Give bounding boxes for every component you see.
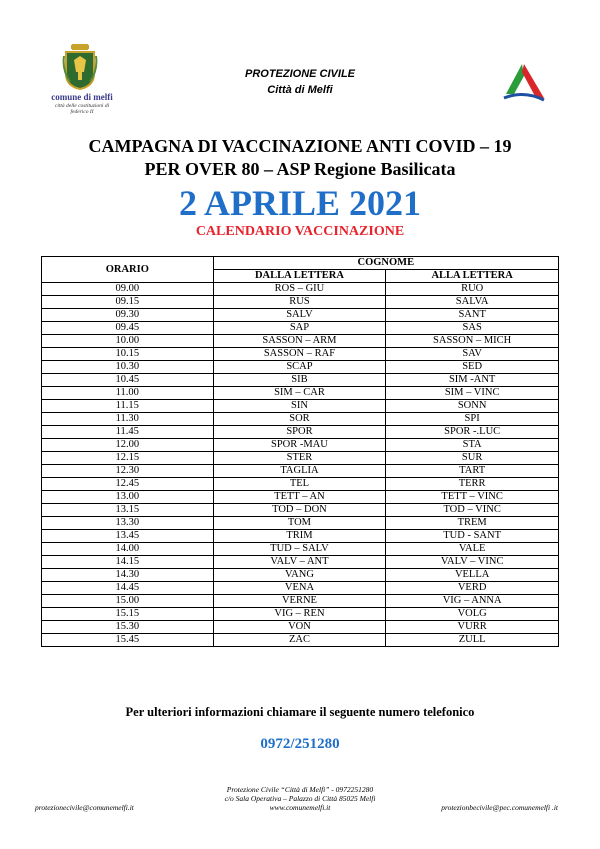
table-row [42, 283, 559, 296]
row-alla-lettera: SUR [386, 452, 559, 465]
row-dalla-lettera: ZAC [213, 634, 386, 647]
row-orario: 11.15 [42, 400, 214, 413]
row-orario: 14.00 [42, 543, 214, 556]
table-row [42, 296, 559, 309]
row-dalla-lettera: SPOR [213, 426, 386, 439]
row-alla-lettera: SONN [386, 400, 559, 413]
row-dalla-lettera: SALV [213, 309, 386, 322]
row-orario: 15.00 [42, 595, 214, 608]
table-row [42, 634, 559, 647]
row-dalla-lettera: SIM – CAR [213, 387, 386, 400]
row-alla-lettera: VALE [386, 543, 559, 556]
table-row [42, 465, 559, 478]
row-dalla-lettera: SIN [213, 400, 386, 413]
header-orario: ORARIO [42, 257, 214, 283]
row-dalla-lettera: VENA [213, 582, 386, 595]
row-alla-lettera: RUO [386, 283, 559, 296]
row-dalla-lettera: TEL [213, 478, 386, 491]
row-dalla-lettera: SPOR -MAU [213, 439, 386, 452]
row-orario: 15.15 [42, 608, 214, 621]
table-row [42, 309, 559, 322]
table-row [42, 439, 559, 452]
footer-left-email[interactable]: protezionecivile@comunemelfi.it [35, 803, 134, 812]
row-dalla-lettera: SIB [213, 374, 386, 387]
table-row [42, 491, 559, 504]
row-alla-lettera: ZULL [386, 634, 559, 647]
row-alla-lettera: TUD - SANT [386, 530, 559, 543]
table-row [42, 322, 559, 335]
row-alla-lettera: VERD [386, 582, 559, 595]
row-alla-lettera: STA [386, 439, 559, 452]
footer-center-line-3: www.comunemelfi.it [269, 803, 331, 812]
row-orario: 14.45 [42, 582, 214, 595]
header-alla-lettera: ALLA LETTERA [386, 270, 559, 283]
row-orario: 13.15 [42, 504, 214, 517]
table-row [42, 621, 559, 634]
row-orario: 11.30 [42, 413, 214, 426]
table-row [42, 569, 559, 582]
row-dalla-lettera: VIG – REN [213, 608, 386, 621]
title-subtitle: CALENDARIO VACCINAZIONE [195, 224, 405, 239]
row-alla-lettera: SPI [386, 413, 559, 426]
row-orario: 12.15 [42, 452, 214, 465]
table-row [42, 504, 559, 517]
row-dalla-lettera: SASSON – ARM [213, 335, 386, 348]
row-dalla-lettera: TRIM [213, 530, 386, 543]
row-dalla-lettera: ROS – GIU [213, 283, 386, 296]
row-alla-lettera: VIG – ANNA [386, 595, 559, 608]
table-row [42, 387, 559, 400]
melfi-coat-of-arms-logo [48, 42, 116, 122]
table-row [42, 530, 559, 543]
logo-name: comune di melfi [51, 92, 113, 102]
row-alla-lettera: SAV [386, 348, 559, 361]
row-alla-lettera: TOD – VINC [386, 504, 559, 517]
row-dalla-lettera: TOD – DON [213, 504, 386, 517]
row-dalla-lettera: SAP [213, 322, 386, 335]
row-dalla-lettera: SASSON – RAF [213, 348, 386, 361]
row-orario: 11.45 [42, 426, 214, 439]
row-orario: 15.30 [42, 621, 214, 634]
row-orario: 11.00 [42, 387, 214, 400]
row-alla-lettera: VELLA [386, 569, 559, 582]
row-alla-lettera: VURR [386, 621, 559, 634]
row-orario: 09.45 [42, 322, 214, 335]
header-cognome: COGNOME [213, 257, 558, 270]
table-row [42, 478, 559, 491]
table-row [42, 556, 559, 569]
row-dalla-lettera: VON [213, 621, 386, 634]
table-row [42, 413, 559, 426]
table-row [42, 374, 559, 387]
row-orario: 09.15 [42, 296, 214, 309]
row-orario: 15.45 [42, 634, 214, 647]
row-alla-lettera: TERR [386, 478, 559, 491]
row-dalla-lettera: TUD – SALV [213, 543, 386, 556]
row-alla-lettera: SED [386, 361, 559, 374]
row-orario: 09.30 [42, 309, 214, 322]
footer-right-email[interactable]: protezionbecivile@pec.comunemelfi .it [441, 803, 558, 812]
table-row [42, 582, 559, 595]
header-org: PROTEZIONE CIVILE [244, 68, 355, 80]
row-dalla-lettera: VALV – ANT [213, 556, 386, 569]
table-body [42, 283, 559, 647]
footer-center-line-2: c/o Sala Operativa – Palazzo di Città 85025 Melfi [224, 794, 376, 803]
row-dalla-lettera: TAGLIA [213, 465, 386, 478]
row-orario: 14.30 [42, 569, 214, 582]
row-dalla-lettera: STER [213, 452, 386, 465]
row-alla-lettera: SASSON – MICH [386, 335, 559, 348]
row-alla-lettera: SIM – VINC [386, 387, 559, 400]
vaccination-schedule-table [41, 256, 559, 647]
row-alla-lettera: TETT – VINC [386, 491, 559, 504]
table-row [42, 335, 559, 348]
row-orario: 10.00 [42, 335, 214, 348]
row-dalla-lettera: VERNE [213, 595, 386, 608]
row-dalla-lettera: TETT – AN [213, 491, 386, 504]
table-row [42, 517, 559, 530]
row-orario: 14.15 [42, 556, 214, 569]
row-dalla-lettera: RUS [213, 296, 386, 309]
row-orario: 10.45 [42, 374, 214, 387]
row-orario: 12.00 [42, 439, 214, 452]
row-alla-lettera: SAS [386, 322, 559, 335]
row-alla-lettera: VALV – VINC [386, 556, 559, 569]
row-alla-lettera: SIM -ANT [386, 374, 559, 387]
row-orario: 13.45 [42, 530, 214, 543]
table-row [42, 400, 559, 413]
row-dalla-lettera: SCAP [213, 361, 386, 374]
table-row [42, 361, 559, 374]
row-dalla-lettera: TOM [213, 517, 386, 530]
row-orario: 09.00 [42, 283, 214, 296]
row-alla-lettera: TART [386, 465, 559, 478]
footer-center-line-1: Protezione Civile “Città di Melfi” - 0972251280 [226, 785, 374, 794]
row-orario: 13.00 [42, 491, 214, 504]
row-dalla-lettera: SOR [213, 413, 386, 426]
title-line-1: CAMPAGNA DI VACCINAZIONE ANTI COVID – 19 [88, 136, 512, 156]
row-alla-lettera: VOLG [386, 608, 559, 621]
table-row [42, 595, 559, 608]
row-orario: 13.30 [42, 517, 214, 530]
row-orario: 12.45 [42, 478, 214, 491]
row-orario: 10.15 [42, 348, 214, 361]
table-row [42, 452, 559, 465]
table-row [42, 543, 559, 556]
table-row [42, 348, 559, 361]
row-alla-lettera: SPOR -.LUC [386, 426, 559, 439]
phone-number: 0972/251280 [260, 736, 340, 752]
title-line-2: PER OVER 80 – ASP Regione Basilicata [144, 159, 456, 179]
info-text: Per ulteriori informazioni chiamare il seguente numero telefonico [125, 705, 475, 719]
logo-subtitle: città delle costituzioni di federico II [54, 103, 110, 115]
header-city: Città di Melfi [267, 84, 333, 96]
row-alla-lettera: SALVA [386, 296, 559, 309]
header-dalla-lettera: DALLA LETTERA [213, 270, 386, 283]
row-alla-lettera: SANT [386, 309, 559, 322]
row-orario: 12.30 [42, 465, 214, 478]
row-dalla-lettera: VANG [213, 569, 386, 582]
row-orario: 10.30 [42, 361, 214, 374]
title-date: 2 APRILE 2021 [178, 183, 422, 223]
table-row [42, 608, 559, 621]
row-alla-lettera: TREM [386, 517, 559, 530]
table-row [42, 426, 559, 439]
